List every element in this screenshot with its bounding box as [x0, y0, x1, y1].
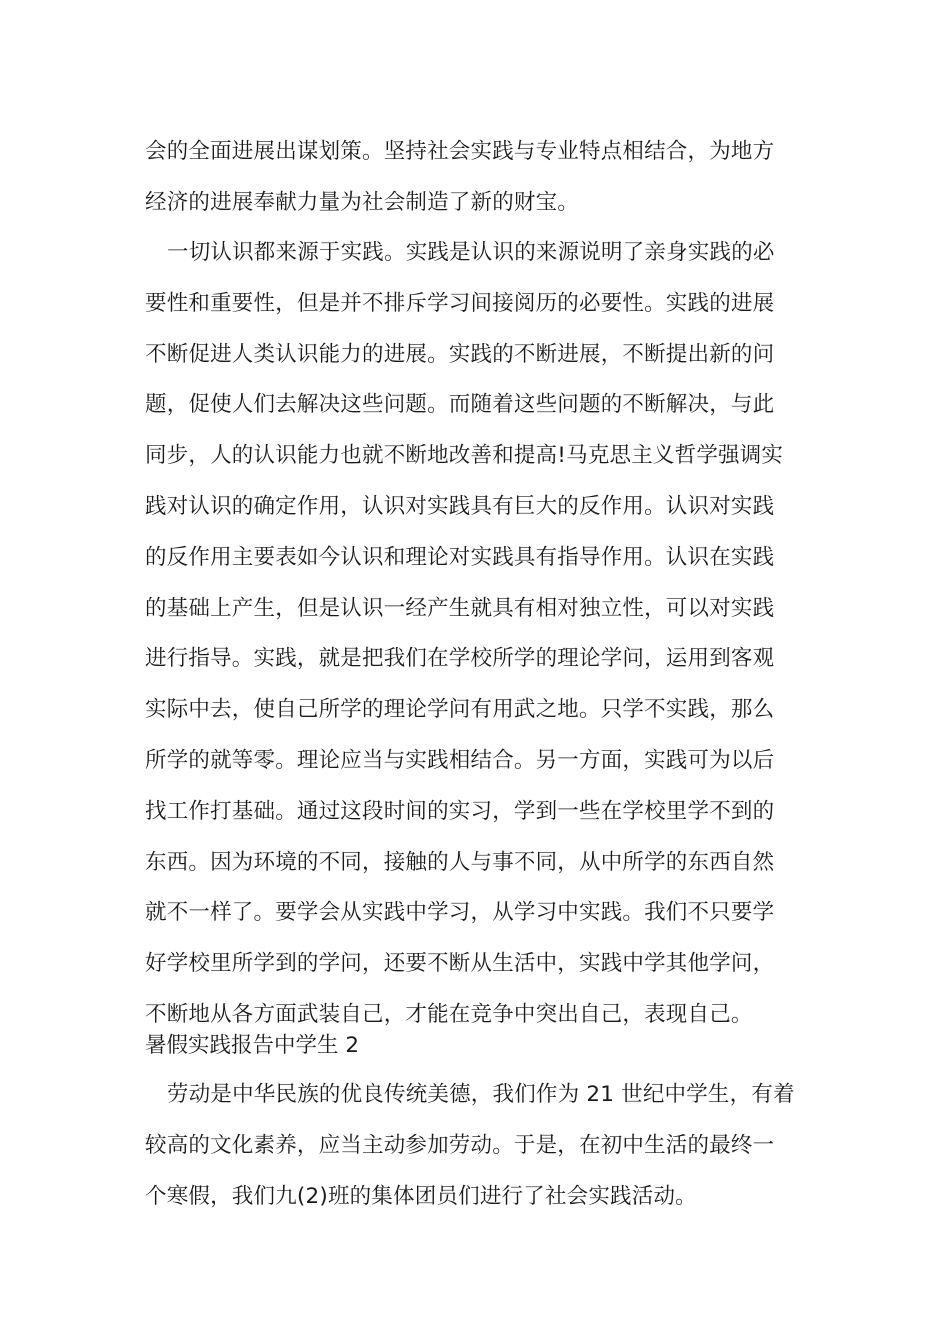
text-line: 要性和重要性，但是并不排斥学习间接阅历的必要性。实践的进展: [145, 290, 775, 316]
text-line: 东西。因为环境的不同，接触的人与事不同，从中所学的东西自然: [145, 849, 775, 875]
text-line: 所学的就等零。理论应当与实践相结合。另一方面，实践可为以后: [145, 747, 775, 773]
text-line: 一切认识都来源于实践。实践是认识的来源说明了亲身实践的必: [167, 240, 775, 265]
text-line: 进行指导。实践，就是把我们在学校所学的理论学问，运用到客观: [145, 646, 775, 672]
text-line: 同步，人的认识能力也就不断地改善和提高!马克思主义哲学强调实: [145, 443, 784, 469]
text-line: 践对认识的确定作用，认识对实践具有巨大的反作用。认识对实践: [145, 493, 775, 519]
text-line: 不断地从各方面武装自己，才能在竞争中突出自己，表现自己。: [145, 1001, 753, 1027]
text-line: 会的全面进展出谋划策。坚持社会实践与专业特点相结合，为地方: [145, 139, 775, 164]
text-line: 个寒假，我们九(2)班的集体团员们进行了社会实践活动。: [145, 1183, 697, 1209]
paragraph-1: [145, 127, 815, 229]
text-line: 的反作用主要表如今认识和理论对实践具有指导作用。认识在实践: [145, 544, 775, 570]
text-line: 题，促使人们去解决这些问题。而随着这些问题的不断解决，与此: [145, 392, 775, 418]
text-line: 的基础上产生，但是认识一经产生就具有相对独立性，可以对实践: [145, 595, 775, 621]
text-line: 经济的进展奉献力量为社会制造了新的财宝。: [145, 189, 580, 215]
text-line: 劳动是中华民族的优良传统美德，我们作为 21 世纪中学生，有着: [167, 1082, 795, 1107]
text-line: 不断促进人类认识能力的进展。实践的不断进展，不断提出新的问: [145, 341, 775, 367]
paragraph-2: [145, 228, 815, 1041]
text-line: 较高的文化素养，应当主动参加劳动。于是，在初中生活的最终一: [145, 1132, 775, 1158]
paragraph-3: [145, 1070, 815, 1222]
text-line: 找工作打基础。通过这段时间的实习，学到一些在学校里学不到的: [145, 798, 775, 824]
section-heading: 暑假实践报告中学生 2: [145, 1033, 360, 1058]
text-line: 好学校里所学到的学问，还要不断从生活中，实践中学其他学问，: [145, 951, 775, 977]
text-line: 就不一样了。要学会从实践中学习，从学习中实践。我们不只要学: [145, 900, 775, 926]
text-line: 实际中去，使自己所学的理论学问有用武之地。只学不实践，那么: [145, 697, 775, 723]
